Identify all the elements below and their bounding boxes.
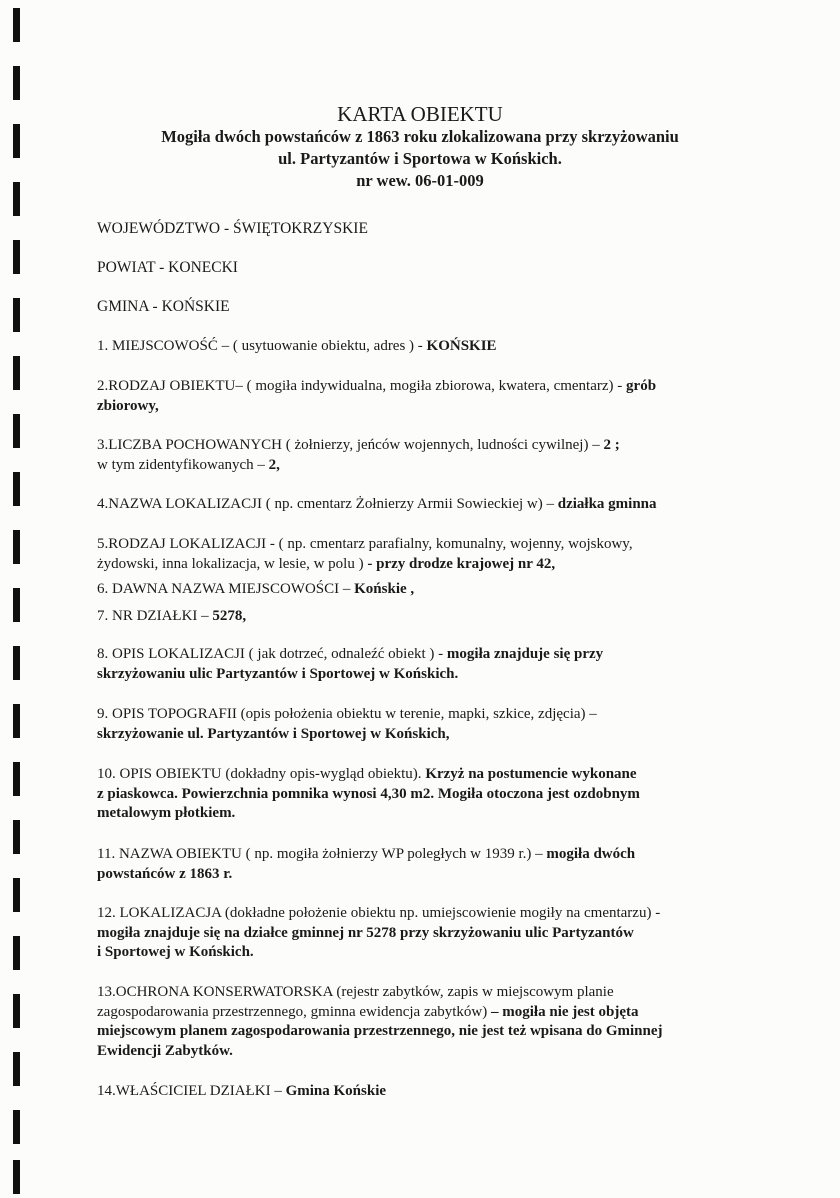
item-10-value-a: Krzyż na postumencie wykonane [425,766,637,782]
item-13-label-b: zagospodarowania przestrzennego, gminna ewidencja zabytków) [97,1003,492,1020]
item-13-label: 13.OCHRONA KONSERWATORSKA (rejestr zabytków, zapis w miejscowym planie [97,984,614,1000]
item-3-value-b: 2, [268,456,280,473]
item-2-value-b: zbiorowy, [97,397,159,414]
item-10-value-b: z piaskowca. Powierzchnia pomnika wynosi 4,30 m2. Mogiła otoczona jest ozdobnym [97,785,640,802]
item-8-value-a: mogiła znajduje się przy [446,646,604,662]
item-3-value: 2 ; [603,437,620,453]
item-9-label: 9. OPIS TOPOGRAFII (opis położenia obiektu w terenie, mapki, szkice, zdjęcia) – [97,706,597,722]
item-1-label: 1. MIEJSCOWOŚĆ – ( usytuowanie obiektu, adres ) - [97,338,427,354]
item-11-value-a: mogiła dwóch [546,846,636,862]
item-2-value-a: grób [626,378,657,394]
item-14 [97,1082,743,1102]
item-5 [97,535,743,574]
item-2 [97,377,743,416]
item-7-label: 7. NR DZIAŁKI – [97,608,213,624]
document-subtitle-line-2: ul. Partyzantów i Sportowa w Końskich. [278,149,562,168]
item-13-value-c: Ewidencji Zabytków. [97,1042,233,1059]
item-12 [97,904,743,963]
item-5-label: 5.RODZAJ LOKALIZACJI - ( np. cmentarz parafialny, komunalny, wojenny, wojskowy, [97,536,633,552]
item-2-label: 2.RODZAJ OBIEKTU– ( mogiła indywidualna, mogiła zbiorowa, kwatera, cmentarz) - [97,378,627,394]
item-1-value: KOŃSKIE [426,338,497,354]
voivodeship: WOJEWÓDZTWO - ŚWIĘTOKRZYSKIE [97,220,368,237]
binding-marks [13,0,21,1198]
item-5-value: - przy drodze krajowej nr 42, [367,555,556,572]
item-13 [97,983,743,1061]
item-12-value-a: mogiła znajduje się na działce gminnej nr 5278 przy skrzyżowaniu ulic Partyzantów [97,924,634,941]
item-4 [97,495,743,515]
internal-number: nr wew. 06-01-009 [356,171,484,190]
item-3-label: 3.LICZBA POCHOWANYCH ( żołnierzy, jeńców wojennych, ludności cywilnej) – [97,437,604,453]
item-11-label: 11. NAZWA OBIEKTU ( np. mogiła żołnierzy WP poległych w 1939 r.) – [97,846,547,862]
county: POWIAT - KONECKI [97,259,238,276]
item-8-label: 8. OPIS LOKALIZACJI ( jak dotrzeć, odnaleźć obiekt ) - [97,646,447,662]
item-14-label: 14.WŁAŚCICIEL DZIAŁKI – [97,1083,286,1099]
item-3 [97,436,743,475]
item-14-value: Gmina Końskie [285,1083,387,1099]
item-9-value: skrzyżowanie ul. Partyzantów i Sportowej w Końskich, [97,725,450,742]
item-13-value-a: – mogiła nie jest objęta [491,1003,639,1020]
item-6-value: Końskie , [354,581,415,597]
item-3-label-b: w tym zidentyfikowanych – [97,456,269,473]
document-title: KARTA OBIEKTU [337,102,503,126]
item-11-value-b: powstańców z 1863 r. [97,865,233,882]
item-11 [97,845,743,884]
item-8-value-b: skrzyżowaniu ulic Partyzantów i Sportowej w Końskich. [97,665,459,682]
document-header [90,102,750,192]
item-12-value-b: i Sportowej w Końskich. [97,944,254,960]
item-10-value-c: metalowym płotkiem. [97,805,236,821]
item-8 [97,645,743,684]
item-4-label: 4.NAZWA LOKALIZACJI ( np. cmentarz Żołnierzy Armii Sowieckiej w) – [97,496,558,512]
item-12-label: 12. LOKALIZACJA (dokładne położenie obiektu np. umiejscowienie mogiły na cmentarzu) - [97,905,661,921]
item-10 [97,765,743,824]
commune: GMINA - KOŃSKIE [97,298,230,315]
item-4-value: działka gminna [557,496,657,512]
item-9 [97,705,743,744]
item-6 [97,580,743,600]
item-10-label: 10. OPIS OBIEKTU (dokładny opis-wygląd obiektu). [97,766,426,782]
item-7-value: 5278, [212,608,247,624]
item-7 [97,607,743,627]
item-6-label: 6. DAWNA NAZWA MIEJSCOWOŚCI – [97,581,355,597]
item-1 [97,337,743,357]
item-13-value-b: miejscowym planem zagospodarowania przestrzennego, nie jest też wpisana do Gminnej [97,1023,663,1039]
document-subtitle-line-1: Mogiła dwóch powstańców z 1863 roku zlokalizowana przy skrzyżowaniu [161,127,679,146]
item-5-label-b: żydowski, inna lokalizacja, w lesie, w polu ) [97,555,368,572]
